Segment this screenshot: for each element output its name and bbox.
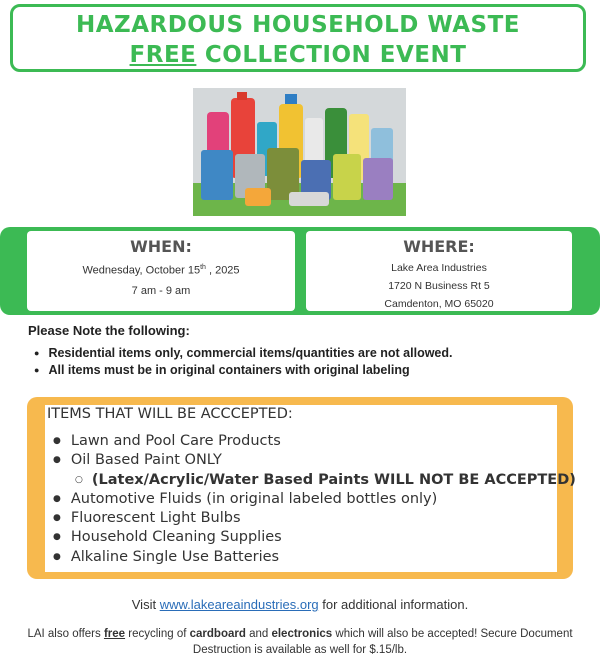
- title-line-1: HAZARDOUS HOUSEHOLD WASTE: [75, 12, 521, 38]
- footer-text: LAI also offers: [27, 628, 104, 640]
- when-heading: WHEN:: [130, 237, 192, 256]
- event-date: [27, 264, 295, 277]
- footer-text: recycling of: [125, 628, 190, 640]
- where-heading: WHERE:: [403, 237, 475, 256]
- list-item: ● Lawn and Pool Care Products: [53, 432, 576, 451]
- event-time: 7 am - 9 am: [131, 284, 191, 297]
- location-street: 1720 N Business Rt 5: [388, 280, 490, 292]
- visit-prefix: Visit: [131, 597, 160, 612]
- accepted-items-heading: ITEMS THAT WILL BE ACCCEPTED:: [47, 406, 293, 422]
- note-item: ● All items must be in original containers with original labeling: [34, 362, 453, 379]
- title-free: FREE: [129, 42, 197, 68]
- website-link[interactable]: www.lakeareaindustries.org: [159, 597, 319, 612]
- list-sub-item: ○ (Latex/Acrylic/Water Based Paints WILL NOT BE ACCEPTED): [53, 471, 576, 490]
- list-item: ● Automotive Fluids (in original labeled bottles only): [53, 490, 576, 509]
- title-line-2: [13, 40, 583, 70]
- visit-line: [0, 597, 600, 612]
- event-date-suffix: th: [200, 264, 206, 271]
- title-banner: [10, 4, 586, 72]
- title-line-2-rest: COLLECTION EVENT: [196, 42, 467, 68]
- where-card: [306, 231, 572, 311]
- note-heading: Please Note the following:: [28, 323, 190, 338]
- note-item: ● Residential items only, commercial items/quantities are not allowed.: [34, 345, 453, 362]
- visit-suffix: for additional information.: [318, 597, 469, 612]
- event-date-year: , 2025: [205, 264, 240, 277]
- footer-text: which will also be accepted! Secure Document Destruction is available as well for $.15/lb.: [192, 628, 573, 656]
- household-chemicals-illustration: [193, 88, 406, 216]
- list-item: ● Household Cleaning Supplies: [53, 528, 576, 547]
- footer-cardboard: cardboard: [189, 628, 246, 640]
- footer-electronics: electronics: [271, 628, 333, 640]
- location-name: Lake Area Industries: [391, 262, 487, 274]
- footer-free: free: [103, 628, 126, 640]
- footer-note: [22, 626, 578, 658]
- when-card: [27, 231, 295, 311]
- location-city: Camdenton, MO 65020: [384, 298, 494, 310]
- list-item: ● Alkaline Single Use Batteries: [53, 548, 576, 567]
- accepted-items-list: [53, 432, 576, 567]
- household-chemicals-photo: [193, 88, 406, 216]
- event-date-text: Wednesday, October 15: [82, 264, 201, 277]
- note-list: [34, 345, 453, 379]
- footer-text: and: [245, 628, 272, 640]
- list-item: ● Oil Based Paint ONLY: [53, 451, 576, 470]
- list-item: ● Fluorescent Light Bulbs: [53, 509, 576, 528]
